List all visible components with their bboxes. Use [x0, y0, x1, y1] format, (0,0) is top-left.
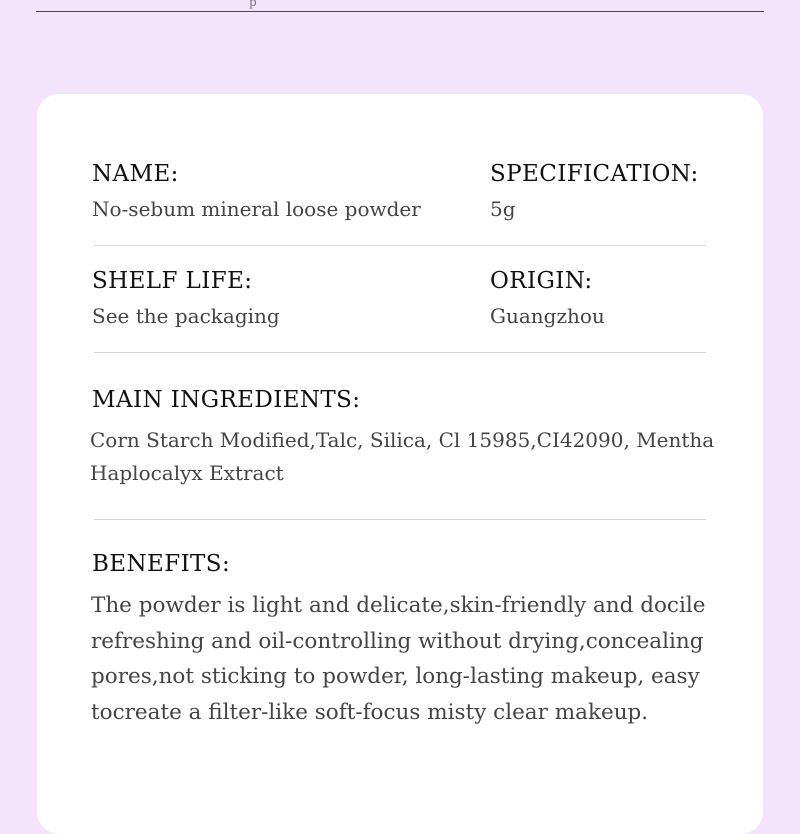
shelf-life-value: See the packaging — [92, 304, 280, 328]
benefits-label: BENEFITS: — [92, 551, 231, 577]
top-divider — [36, 11, 764, 12]
header-fragment: p — [249, 0, 257, 9]
divider — [94, 245, 706, 246]
shelf-life-label: SHELF LIFE: — [92, 268, 253, 294]
origin-label: ORIGIN: — [490, 268, 593, 294]
specification-label: SPECIFICATION: — [490, 161, 699, 187]
product-info-card — [37, 94, 763, 834]
main-ingredients-value: Corn Starch Modified,Talc, Silica, Cl 15985,CI42090, Mentha Haplocalyx Extract — [90, 428, 715, 485]
divider — [94, 519, 706, 520]
benefits-value: The powder is light and delicate,skin-friendly and docile refreshing and oil-controlling without drying,concealing pores,not sticking to powder, long-lasting makeup, easy tocreate a filter-like soft-focus misty clear makeup. — [91, 593, 706, 725]
specification-value: 5g — [490, 197, 516, 221]
origin-value: Guangzhou — [490, 304, 605, 328]
main-ingredients-label: MAIN INGREDIENTS: — [92, 387, 361, 413]
divider — [94, 352, 706, 353]
name-value: No-sebum mineral loose powder — [92, 197, 421, 221]
name-label: NAME: — [92, 161, 179, 187]
